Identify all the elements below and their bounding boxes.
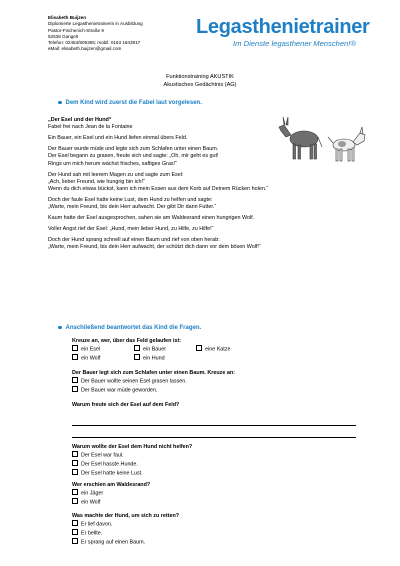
question-text: Der Bauer legt sich zum Schlafen unter einen Baum. Kreuze an: [72,370,235,376]
question-5 [72,482,362,507]
sender-name: Elisabeth Buijzen [48,15,87,20]
option-bauer[interactable] [134,345,196,354]
question-text: Kreuze an, wer, über das Feld gelaufen ist: [72,338,182,344]
fable-line: Rings um mich herum wächst frisches, saftiges Gras!“ [48,160,177,167]
sender-line: Pastor-Fischenich-Straße 9 [48,27,104,33]
fable-paragraph [48,226,348,233]
page-title [0,74,400,89]
checkbox-icon[interactable] [72,520,78,526]
bullet-icon [58,101,62,105]
fable-paragraph [48,197,348,212]
sender-line: Telefon: 02454/909365; mobil: 0163 1843917 [48,40,141,46]
title-line-2: Akustisches Gedächtnis (AG) [163,81,237,88]
checkbox-icon[interactable] [196,345,202,351]
brand-logo [196,16,370,48]
instruction-text: Anschließend beantwortet das Kind die Fragen. [65,325,202,331]
option-wolf[interactable] [72,354,134,363]
option-muede[interactable] [72,386,362,395]
option-label: Er lief davon. [81,521,113,528]
instruction-answer-questions [58,325,201,331]
option-label: Der Esel hasste Hunde. [81,461,138,468]
question-3 [72,402,362,409]
title-line-1: Funktionstraining AKUSTIK [166,74,234,80]
checkbox-icon[interactable] [72,354,78,360]
checkbox-icon[interactable] [72,377,78,383]
fable-line: „Ach, lieber Freund, wie hungrig bin ich!“ [48,178,145,185]
option-katze[interactable] [196,345,258,354]
fable-paragraph [48,135,348,142]
option-row [72,345,362,354]
fable-source: Fabel frei nach Jean de la Fontaine [48,124,133,131]
fable-paragraph [48,215,348,222]
logo-slogan: Im Dienste legasthener Menschen!® [233,39,356,48]
option-esel[interactable] [72,345,134,354]
answer-line[interactable] [72,437,356,438]
checkbox-icon[interactable] [72,386,78,392]
option-label: ein Hund [143,355,165,362]
checkbox-icon[interactable] [72,498,78,504]
fable-line: „Warte, mein Freund, bis dein Herr aufwacht. Der gibt Dir dann Futter.“ [48,204,217,211]
checkbox-icon[interactable] [134,345,140,351]
option-wollte-grasen[interactable] [72,377,362,386]
checkbox-icon[interactable] [72,469,78,475]
question-1 [72,338,362,363]
question-6 [72,513,362,547]
option-label: ein Wolf [81,499,101,506]
bullet-icon [58,326,62,330]
option-label: ein Bauer [143,346,167,353]
question-text: Warum wollte der Esel dem Hund nicht helfen? [72,444,193,450]
sender-line: Diplomierte Legasthenietrainerin in Ausbildung [48,21,143,27]
option-hund[interactable] [134,354,196,363]
option-label: Er sprang auf einen Baum. [81,539,146,546]
checkbox-icon[interactable] [72,451,78,457]
option-label: ein Wolf [81,355,101,362]
logo-wordmark: Legasthenietrainer [196,16,370,38]
option-label: eine Katze [205,346,231,353]
answer-line[interactable] [72,425,356,426]
fable-paragraph [48,237,348,252]
fable-line: Der Hund sah mit leerem Magen zu und sagte zum Esel: [48,171,184,178]
option-label: ein Esel [81,346,101,353]
option-row [72,354,362,363]
option-keine-lust[interactable] [72,469,362,478]
checkbox-icon[interactable] [72,345,78,351]
question-text: Was machte der Hund, um sich zu retten? [72,513,180,519]
checkbox-icon[interactable] [72,538,78,544]
fable-line: Voller Angst rief der Esel: „Hund, mein lieber Hund, zu Hilfe, zu Hilfe!“ [48,226,214,233]
fable-line: Kaum hatte der Esel ausgesprochen, sahen sie am Waldesrand einen hungrigen Wolf. [48,215,255,222]
option-faul[interactable] [72,451,362,460]
fable-line: Doch der Hund sprang schnell auf einen Baum und rief von oben herab: [48,237,220,244]
fable-line: Doch der faule Esel hatte keine Lust, dem Hund zu helfen und sagte: [48,197,213,204]
question-4 [72,444,362,478]
option-wolf[interactable] [72,498,362,507]
option-bellte[interactable] [72,529,362,538]
checkbox-icon[interactable] [72,460,78,466]
checkbox-icon[interactable] [72,529,78,535]
fable-paragraph [48,172,348,194]
fable-line: „Warte, mein Freund, bis dein Herr aufwacht, der schützt dich dann vor dem bösen Wolf!“ [48,244,261,251]
sender-line: 52538 Gangelt [48,33,79,39]
fable-title: „Der Esel und der Hund“ [48,117,112,123]
sender-address [48,15,143,53]
fable-paragraph [48,146,348,168]
question-text: Warum freute sich der Esel auf dem Feld? [72,402,180,408]
question-text: Wer erschien am Waldesrand? [72,482,151,488]
instruction-read-aloud [58,100,202,106]
fable-text [48,117,348,255]
option-hasste-hunde[interactable] [72,460,362,469]
option-label: Der Esel war faul. [81,452,124,459]
option-label: Der Bauer wollte seinen Esel grasen lassen. [81,378,187,385]
sender-line: eMail: elisabeth.buijzen@gmail.com [48,46,122,52]
checkbox-icon[interactable] [134,354,140,360]
option-label: Er bellte. [81,530,103,537]
instruction-text: Dem Kind wird zuerst die Fabel laut vorgelesen. [65,100,202,106]
fable-line: Der Bauer wurde müde und legte sich zum Schlafen unter einen Baum. [48,146,219,153]
fable-line: Der Esel begann zu grasen, freute sich und sagte: „Oh, mir geht es gut! [48,153,219,160]
option-label: Der Bauer war müde geworden. [81,387,158,394]
option-jaeger[interactable] [72,489,362,498]
checkbox-icon[interactable] [72,489,78,495]
option-label: Der Esel hatte keine Lust. [81,470,143,477]
fable-line: Ein Bauer, ein Esel und ein Hund liefen einmal übers Feld. [48,135,188,142]
option-lief-davon[interactable] [72,520,362,529]
question-2 [72,370,362,395]
option-label: ein Jäger [81,490,104,497]
fable-line: Wenn du dich etwas bückst, kann ich mein Essen aus dem Korb auf Deinem Rücken holen.“ [48,186,269,193]
option-baum[interactable] [72,538,362,547]
